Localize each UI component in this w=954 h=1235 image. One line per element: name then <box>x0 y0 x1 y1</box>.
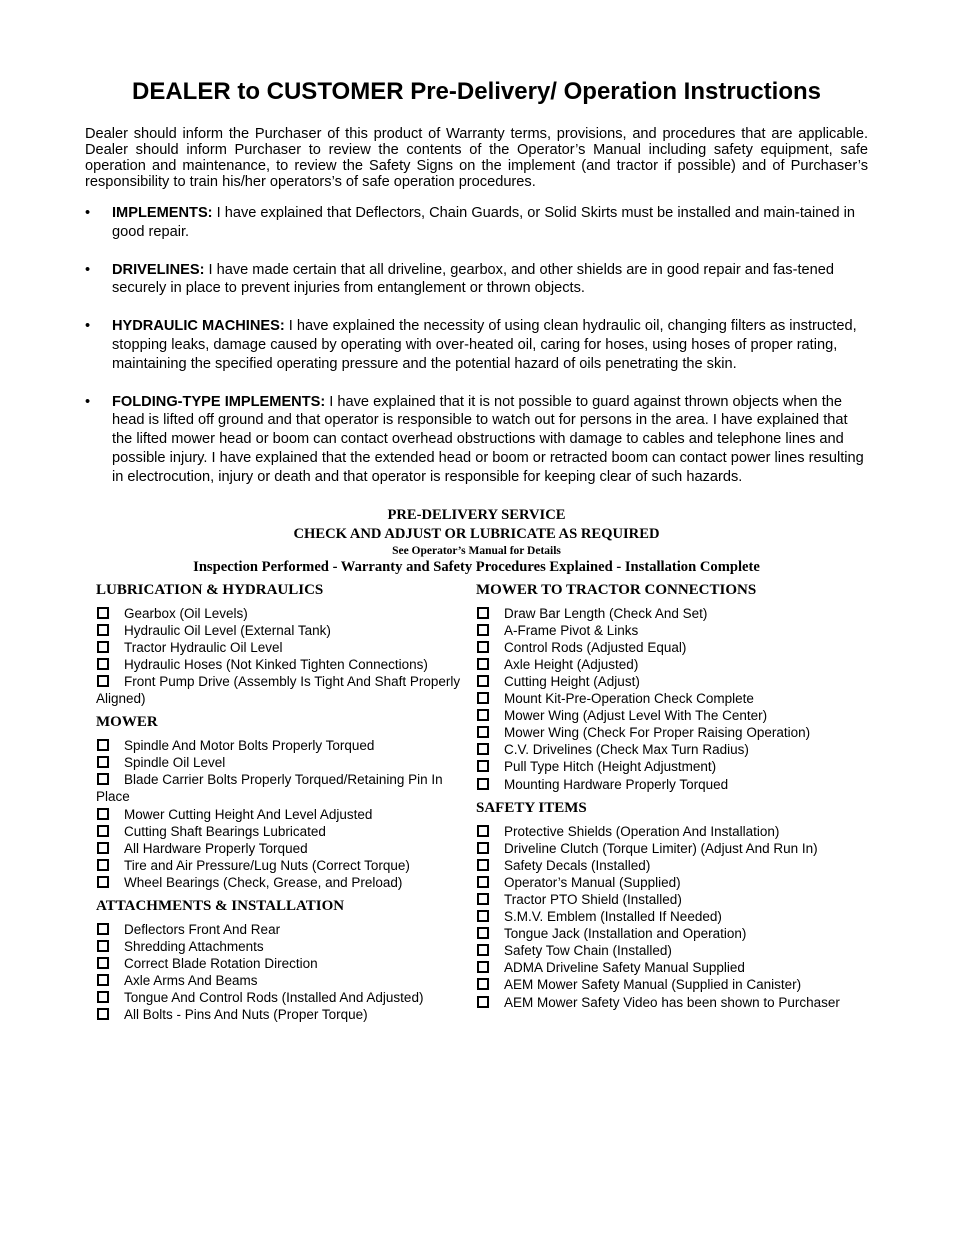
checklist-item <box>476 724 866 741</box>
checklist-mower-to-tractor-connections <box>476 605 866 793</box>
checklist-item-label: Tongue And Control Rods (Installed And Adjusted) <box>124 990 424 1006</box>
instruction-text: I have explained that Deflectors, Chain Guards, or Solid Skirts must be installed and main-tained in good repair. <box>112 205 856 240</box>
checkbox-icon[interactable] <box>477 927 489 939</box>
section-heading-mower-to-tractor-connections: MOWER TO TRACTOR CONNECTIONS <box>476 581 757 598</box>
checklist-item <box>96 823 476 840</box>
instruction-drivelines <box>85 261 868 299</box>
checklist-item <box>476 690 866 707</box>
checklist-item <box>96 921 476 938</box>
checklist-item <box>476 942 866 959</box>
checklist-item-label: Tongue Jack (Installation and Operation) <box>504 926 747 942</box>
pre-delivery-service-header <box>85 506 868 577</box>
checkbox-icon[interactable] <box>97 658 109 670</box>
checkbox-icon[interactable] <box>477 842 489 854</box>
checklist-item <box>476 891 866 908</box>
checklist-item-label: Draw Bar Length (Check And Set) <box>504 605 708 621</box>
instruction-hydraulic-machines <box>85 317 868 373</box>
instruction-heading: HYDRAULIC MACHINES: <box>112 318 285 335</box>
checklist-lubrication-hydraulics <box>96 605 476 708</box>
checklist-item-label: Safety Decals (Installed) <box>504 857 651 873</box>
checklist-item <box>476 994 866 1011</box>
checkbox-icon[interactable] <box>477 624 489 636</box>
checklist-item <box>476 874 866 891</box>
checkbox-icon[interactable] <box>477 978 489 990</box>
checklist-item-label: Protective Shields (Operation And Installation) <box>504 823 780 839</box>
instruction-text: I have explained that it is not possible to guard against thrown objects when the head is lifted off ground and that operator is responsible to watch out for persons in the area. I have explained that the lifted mower head or boom can contact overhead obstructions with damage to cables and telephone lines and possible injury. I have explained that the extended head or boom or retracted boom can contact power lines resulting in electrocution, injury or death and that operator is responsible for keeping clear of such hazards. <box>112 393 864 485</box>
checklist-item-label: Mounting Hardware Properly Torqued <box>504 776 729 792</box>
checklist-item-label: Safety Tow Chain (Installed) <box>504 943 672 959</box>
checkbox-icon[interactable] <box>97 607 109 619</box>
checkbox-icon[interactable] <box>477 876 489 888</box>
checkbox-icon[interactable] <box>97 923 109 935</box>
checklist-item-label: Wheel Bearings (Check, Grease, and Preload) <box>124 874 403 890</box>
checklist-item <box>96 972 476 989</box>
service-caption: Inspection Performed - Warranty and Safety Procedures Explained - Installation Complete <box>193 558 760 575</box>
instruction-implements <box>85 204 868 242</box>
checklist-item-label: Cutting Shaft Bearings Lubricated <box>124 823 326 839</box>
checklist-item-label: All Bolts - Pins And Nuts (Proper Torque) <box>124 1007 368 1023</box>
checklist-item-label: AEM Mower Safety Video has been shown to Purchaser <box>504 994 840 1010</box>
checklist-item-label: Gearbox (Oil Levels) <box>124 605 248 621</box>
checklist-columns <box>85 581 868 1024</box>
checklist-item <box>96 1006 476 1023</box>
checklist-item-label: Mower Wing (Check For Proper Raising Operation) <box>504 725 811 741</box>
section-heading-lubrication-hydraulics: LUBRICATION & HYDRAULICS <box>96 581 324 598</box>
checklist-item <box>96 874 476 891</box>
checkbox-icon[interactable] <box>477 726 489 738</box>
checklist-item-label: AEM Mower Safety Manual (Supplied in Canister) <box>504 977 802 993</box>
intro-paragraph: Dealer should inform the Purchaser of this product of Warranty terms, provisions, and procedures that are applicable. Dealer should inform Purchaser to review the contents of the Operator’s Manual including safety equipment, safe operation and maintenance, to review the Safety Signs on the implement (and tractor if possible) and of Purchaser’s responsibility to train his/her operators’s of safe operation procedures. <box>85 126 868 190</box>
checklist-item <box>476 776 866 793</box>
checklist-item <box>96 754 476 771</box>
checklist-item <box>96 639 476 656</box>
checklist-item-label: Tractor PTO Shield (Installed) <box>504 891 682 907</box>
checklist-item <box>96 938 476 955</box>
checklist-item-label: Tire and Air Pressure/Lug Nuts (Correct Torque) <box>124 857 410 873</box>
checkbox-icon[interactable] <box>477 675 489 687</box>
checklist-item-label: Driveline Clutch (Torque Limiter) (Adjust And Run In) <box>504 840 818 856</box>
checklist-item-label: Control Rods (Adjusted Equal) <box>504 639 687 655</box>
instruction-text: I have explained the necessity of using clean hydraulic oil, changing filters as instructed, stopping leaks, damage caused by operating with over-heated oil, caring for hoses, using hoses of proper rating, maintaining the specified operating pressure and the potential hazard of oils penetrating the skin. <box>112 318 857 372</box>
checkbox-icon[interactable] <box>97 940 109 952</box>
checklist-item <box>476 741 866 758</box>
checkbox-icon[interactable] <box>97 859 109 871</box>
checklist-item <box>476 959 866 976</box>
checklist-left-column <box>96 581 476 1024</box>
checklist-item-label: Hydraulic Hoses (Not Kinked Tighten Connections) <box>124 656 428 672</box>
checkbox-icon[interactable] <box>97 991 109 1003</box>
checklist-item <box>96 840 476 857</box>
checklist-item-label: Tractor Hydraulic Oil Level <box>124 639 283 655</box>
checkbox-icon[interactable] <box>97 825 109 837</box>
checklist-item-label: Axle Height (Adjusted) <box>504 656 639 672</box>
checklist-item <box>476 605 866 622</box>
checklist-item-label: All Hardware Properly Torqued <box>124 840 308 856</box>
checklist-item <box>96 955 476 972</box>
checkbox-icon[interactable] <box>97 842 109 854</box>
checklist-item-label: Front Pump Drive (Assembly Is Tight And Shaft Properly Aligned) <box>96 673 461 707</box>
checklist-item-label: Mount Kit-Pre-Operation Check Complete <box>504 691 754 707</box>
checklist-safety-items <box>476 823 866 1011</box>
service-subtitle: CHECK AND ADJUST OR LUBRICATE AS REQUIRED <box>293 525 660 542</box>
checkbox-icon[interactable] <box>477 910 489 922</box>
checkbox-icon[interactable] <box>477 743 489 755</box>
checkbox-icon[interactable] <box>97 1008 109 1020</box>
instruction-heading: IMPLEMENTS: <box>112 205 213 221</box>
checkbox-icon[interactable] <box>97 675 109 687</box>
checkbox-icon[interactable] <box>97 624 109 636</box>
checklist-item <box>476 707 866 724</box>
checklist-item <box>476 639 866 656</box>
checklist-item-label: Spindle Oil Level <box>124 755 226 771</box>
checklist-item-label: S.M.V. Emblem (Installed If Needed) <box>504 909 722 925</box>
checklist-item-label: Operator’s Manual (Supplied) <box>504 874 681 890</box>
checklist-item <box>476 758 866 775</box>
checkbox-icon[interactable] <box>477 961 489 973</box>
instruction-text: I have made certain that all driveline, gearbox, and other shields are in good repair and fas-tened securely in place to prevent injuries from entanglement or thrown objects. <box>112 261 834 297</box>
checklist-right-column <box>476 581 866 1024</box>
bullet-icon: • <box>85 318 91 335</box>
checklist-item-label: Mower Cutting Height And Level Adjusted <box>124 806 373 822</box>
instruction-list <box>85 204 868 487</box>
checklist-item <box>476 908 866 925</box>
checkbox-icon[interactable] <box>97 876 109 888</box>
checklist-item-label: Blade Carrier Bolts Properly Torqued/Retaining Pin In Place <box>96 772 443 805</box>
checklist-item <box>476 840 866 857</box>
checklist-item <box>96 806 476 823</box>
checklist-item-label: ADMA Driveline Safety Manual Supplied <box>504 960 745 976</box>
checklist-item-label: Shredding Attachments <box>124 939 264 955</box>
checkbox-icon[interactable] <box>477 658 489 670</box>
instruction-folding-type-implements <box>85 393 868 487</box>
page-title: DEALER to CUSTOMER Pre-Delivery/ Operation Instructions <box>131 78 821 105</box>
section-heading-safety-items: SAFETY ITEMS <box>476 799 587 816</box>
checklist-item-label: Correct Blade Rotation Direction <box>124 956 318 972</box>
checklist-item <box>96 857 476 874</box>
checkbox-icon[interactable] <box>477 825 489 837</box>
checklist-item <box>96 737 476 754</box>
checklist-item <box>96 622 476 639</box>
checklist-item-label: C.V. Drivelines (Check Max Turn Radius) <box>504 742 749 758</box>
checkbox-icon[interactable] <box>97 641 109 653</box>
section-heading-attachments-installation: ATTACHMENTS & INSTALLATION <box>96 897 345 914</box>
checkbox-icon[interactable] <box>97 773 109 785</box>
checkbox-icon[interactable] <box>97 974 109 986</box>
checklist-item <box>96 605 476 622</box>
checklist-item <box>96 673 476 707</box>
checkbox-icon[interactable] <box>97 808 109 820</box>
checkbox-icon[interactable] <box>477 944 489 956</box>
checkbox-icon[interactable] <box>477 859 489 871</box>
checkbox-icon[interactable] <box>477 893 489 905</box>
checklist-item-label: Spindle And Motor Bolts Properly Torqued <box>124 738 375 754</box>
instruction-heading: FOLDING-TYPE IMPLEMENTS: <box>112 393 326 410</box>
checkbox-icon[interactable] <box>97 957 109 969</box>
service-note: See Operator’s Manual for Details <box>392 544 561 557</box>
checkbox-icon[interactable] <box>97 756 109 768</box>
checklist-item <box>476 857 866 874</box>
checklist-item-label: Cutting Height (Adjust) <box>504 673 640 689</box>
checklist-item-label: Mower Wing (Adjust Level With The Center) <box>504 708 768 724</box>
checklist-item <box>96 771 476 805</box>
checkbox-icon[interactable] <box>477 692 489 704</box>
bullet-icon: • <box>85 393 91 410</box>
checklist-item <box>476 823 866 840</box>
checklist-mower <box>96 737 476 891</box>
instruction-heading: DRIVELINES: <box>112 261 205 278</box>
checklist-item <box>476 925 866 942</box>
checklist-item <box>476 673 866 690</box>
service-title: PRE-DELIVERY SERVICE <box>387 506 566 523</box>
checklist-item-label: A-Frame Pivot & Links <box>504 622 639 638</box>
bullet-icon: • <box>85 261 91 278</box>
checklist-attachments-installation <box>96 921 476 1024</box>
checklist-item <box>476 976 866 993</box>
checkbox-icon[interactable] <box>97 739 109 751</box>
checklist-item-label: Hydraulic Oil Level (External Tank) <box>124 622 331 638</box>
checkbox-icon[interactable] <box>477 778 489 790</box>
checklist-item <box>476 622 866 639</box>
checkbox-icon[interactable] <box>477 607 489 619</box>
checklist-item-label: Deflectors Front And Rear <box>124 921 281 937</box>
checklist-item <box>96 989 476 1006</box>
checklist-item <box>476 656 866 673</box>
checklist-item-label: Pull Type Hitch (Height Adjustment) <box>504 759 717 775</box>
checkbox-icon[interactable] <box>477 709 489 721</box>
section-heading-mower: MOWER <box>96 714 158 731</box>
checkbox-icon[interactable] <box>477 996 489 1008</box>
checklist-item-label: Axle Arms And Beams <box>124 973 258 989</box>
checkbox-icon[interactable] <box>477 760 489 772</box>
checklist-item <box>96 656 476 673</box>
bullet-icon: • <box>85 205 91 221</box>
checkbox-icon[interactable] <box>477 641 489 653</box>
